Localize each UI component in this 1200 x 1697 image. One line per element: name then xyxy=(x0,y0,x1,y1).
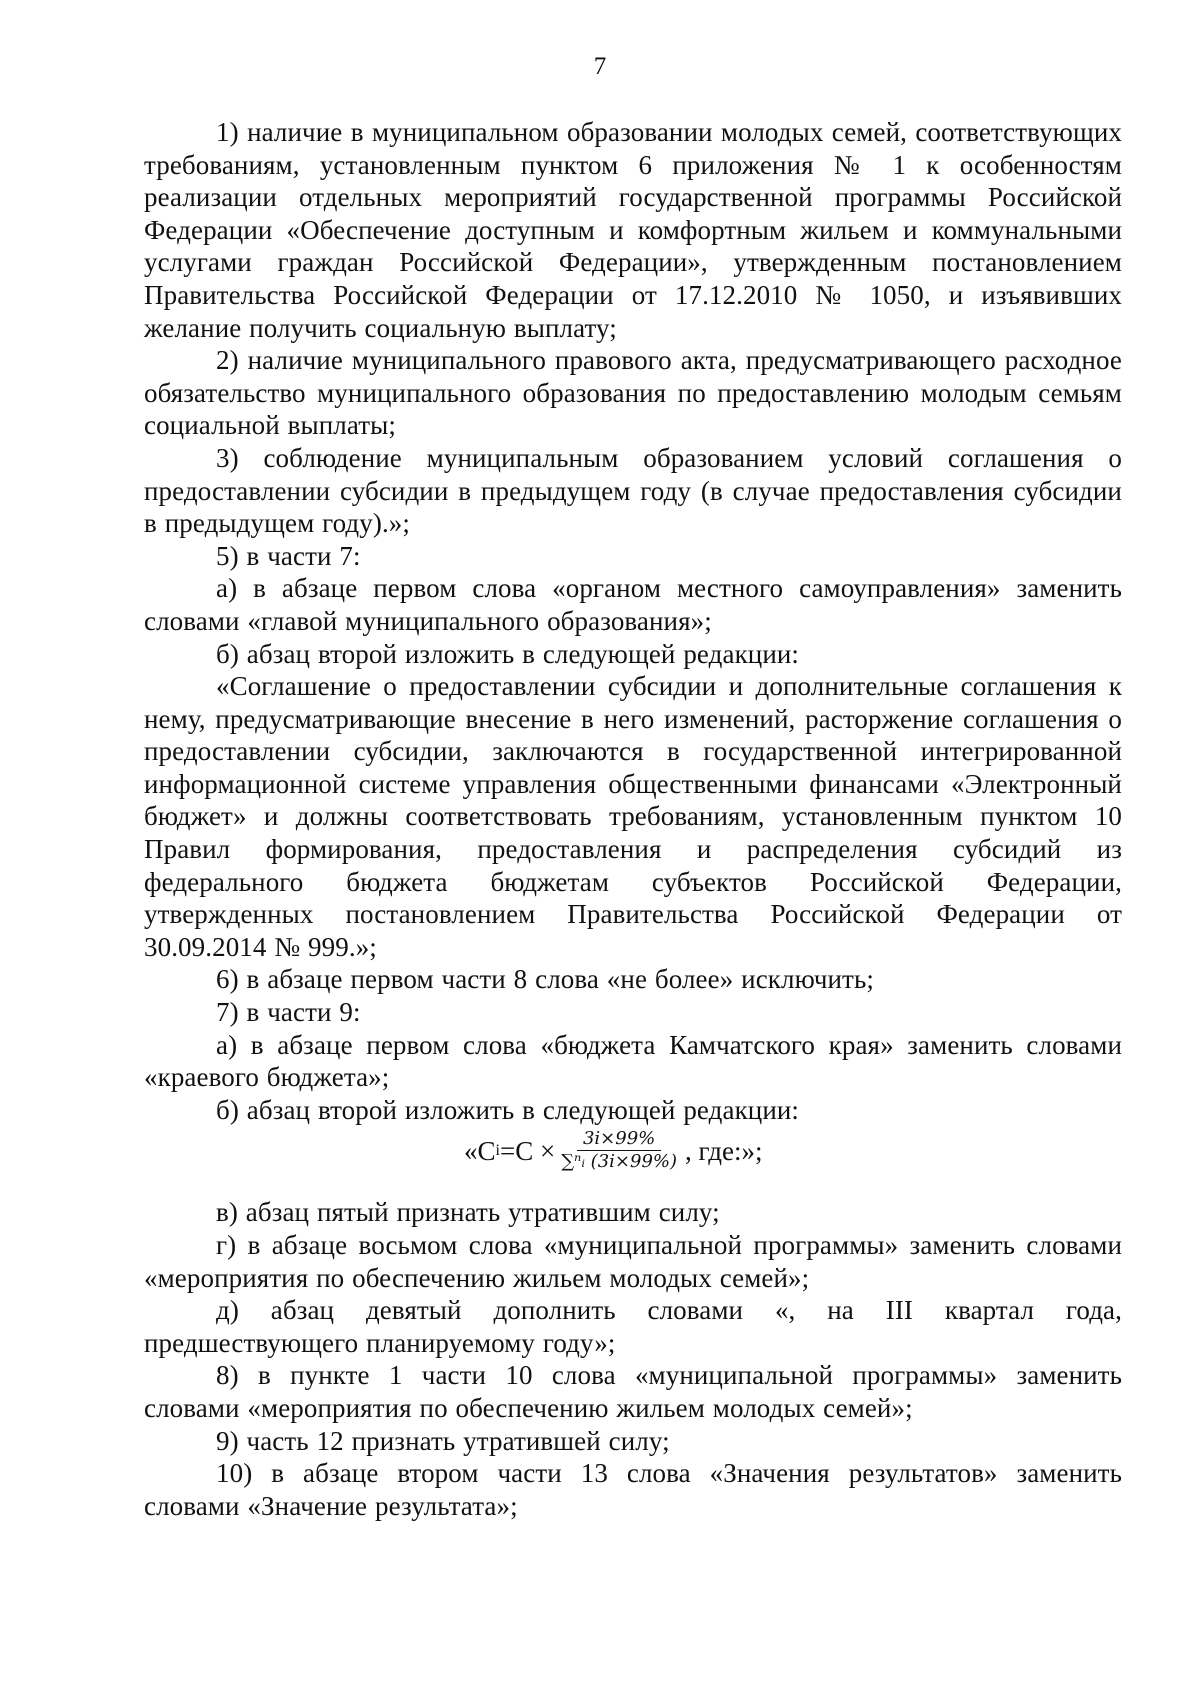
paragraph-part-9: 7) в части 9: xyxy=(216,997,361,1028)
paragraph-item-9: 9) часть 12 признать утратившей силу; xyxy=(216,1425,670,1456)
paragraph-part-7-b: б) абзац второй изложить в следующей редакции: xyxy=(216,638,800,669)
paragraph-part-9-d: д) абзац девятый дополнить словами «, на III квартал года, предшествующего планируемому году»; xyxy=(144,1295,1122,1358)
paragraph-part-9-v: в) абзац пятый признать утратившим силу; xyxy=(216,1197,720,1228)
paragraph-item-1: 1) наличие в муниципальном образовании молодых семей, соответствующих требованиям, установленным пунктом 6 приложения № 1 к особенностям реализации отдельных мероприятий государственной программы Российской Федерации «Обеспечение доступным и комфортным жильем и коммунальными услугами граждан Российской Федерации», утвержденным постановлением Правительства Российской Федерации от 17.12.2010 № 1050, и изъявивших желание получить социальную выплату; xyxy=(144,117,1122,343)
paragraph-item-8: 8) в пункте 1 части 10 слова «муниципальной программы» заменить словами «мероприятия по обеспечению жильем молодых семей»; xyxy=(144,1360,1122,1423)
formula-tail: , где:»; xyxy=(685,1135,763,1166)
formula-subscript: i xyxy=(495,1141,500,1159)
document-body xyxy=(144,116,1122,1522)
formula-denominator: ∑ⁿᵢ (3i×99%) xyxy=(561,1151,678,1173)
formula-numerator: 3i×99% xyxy=(577,1128,661,1151)
page-number: 7 xyxy=(593,53,607,80)
formula-fraction xyxy=(557,1128,681,1173)
paragraph-item-3: 3) соблюдение муниципальным образованием условий соглашения о предоставлении субсидии в предыдущем году (в случае предоставления субсидии в предыдущем году).»; xyxy=(144,442,1122,539)
paragraph-part-9-a: а) в абзаце первом слова «бюджета Камчатского края» заменить словами «краевого бюджета»; xyxy=(144,1029,1122,1093)
paragraph-part-9-g: г) в абзаце восьмом слова «муниципальной программы» заменить словами «мероприятия по обеспечению жильем молодых семей»; xyxy=(144,1230,1122,1293)
paragraph-item-10: 10) в абзаце втором части 13 слова «Значения результатов» заменить словами «Значение результата»; xyxy=(144,1458,1122,1521)
paragraph-part-7-a: а) в абзаце первом слова «органом местного самоуправления» заменить словами «главой муниципального образования»; xyxy=(144,573,1122,636)
paragraph-part-9-b: б) абзац второй изложить в следующей редакции: xyxy=(216,1094,800,1125)
subsidy-formula xyxy=(464,1128,763,1173)
paragraph-item-2: 2) наличие муниципального правового акта, предусматривающего расходное обязательство муниципального образования по предоставлению молодым семьям социальной выплаты; xyxy=(144,345,1122,441)
formula-equals: =C × xyxy=(499,1135,556,1166)
formula-left-open: «C xyxy=(464,1135,496,1166)
formula-block xyxy=(144,1126,1122,1196)
paragraph-part-7: 5) в части 7: xyxy=(216,540,361,571)
paragraph-agreement-text: «Соглашение о предоставлении субсидии и дополнительные соглашения к нему, предусматривающие внесение в него изменений, расторжение соглашения о предоставлении субсидии, заключаются в государственной интегрированной информационной системе управления общественными финансами «Электронный бюджет» и должны соответствовать требованиям, установленным пунктом 10 Правил формирования, предоставления и распределения субсидий из федерального бюджета бюджетам субъектов Российской Федерации, утвержденных постановлением Правительства Российской Федерации от 30.09.2014 № 999.»; xyxy=(144,671,1122,962)
paragraph-item-6: 6) в абзаце первом части 8 слова «не более» исключить; xyxy=(216,964,874,995)
